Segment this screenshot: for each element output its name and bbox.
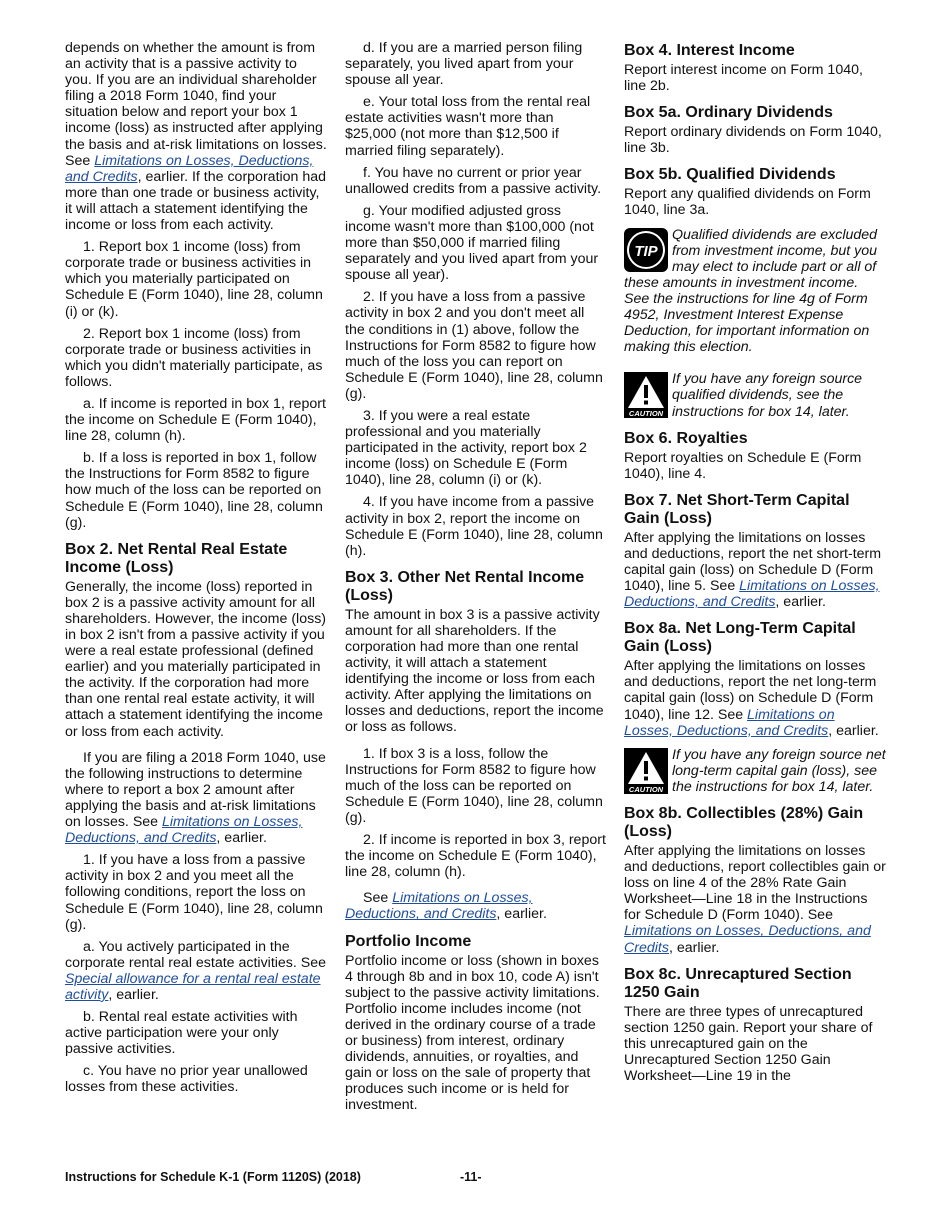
paragraph: Portfolio income or loss (shown in boxes 4 through 8b and in box 10, code A) isn't subject to the passive activity limitations. Portfolio income includes income (not derived in the ordinary course of a trade or business) from interest, ordinary dividends, annuities, or royalties, and gain or loss on the sale of property that produces such income or is held for investment. [345,952,600,1114]
list-item: 3. If you were a real estate professional and you materially participated in the activity, report box 2 income (loss) on Schedule E (Form 1040), line 28, column (i) or (k). [345,407,587,489]
link-limitations[interactable]: Limitations on Losses, Deductions, and Credits [624,923,871,956]
paragraph: After applying the limitations on losses and deductions, report the net long-term capital gain (loss) on Schedule D (Form 1040), line 12. See Limitations on Losses, Deductions, and Credits, earlier. [624,658,879,739]
paragraph: Report royalties on Schedule E (Form 1040), line 4. [624,449,862,482]
paragraph: Report any qualified dividends on Form 1040, line 3a. [624,186,871,219]
list-item: g. Your modified adjusted gross income wasn't more than $100,000 (not more than $50,000 if married filing separately and you lived apart from your spouse all year). [345,202,599,284]
list-item: b. Rental real estate activities with active participation were your only passive activities. [65,1009,298,1058]
list-item: 2. If you have a loss from a passive activity in box 2 and you don't meet all the conditions in (1) above, follow the Instructions for Form 8582 to figure how much of the loss you can report on Schedule E (Form 1040), line 28, column (g). [345,289,603,402]
paragraph: Generally, the income (loss) reported in box 2 is a passive activity amount for all shareholders. However, the income (loss) in box 2 isn't from a passive activity if you were a real estate professional (defined earlier) and you materially participated in the activity. If the corporation had more than one rental real estate activity, it will attach a statement identifying the income or loss from each activity. [65,578,327,740]
box2-heading: Box 2. Net Rental Real Estate Income (Loss) [65,540,288,576]
tip-note [624,227,886,356]
paragraph: After applying the limitations on losses and deductions, report the net short-term capital gain (loss) on Schedule D (Form 1040), line 5. See Limitations on Losses, Deductions, and Credits, earlier. [624,529,882,611]
box3-heading: Box 3. Other Net Rental Income (Loss) [345,568,585,604]
column-1 [65,40,327,1102]
column-2 [345,40,607,1119]
caution-icon [624,372,668,418]
portfolio-heading: Portfolio Income [345,932,472,950]
list-item: 2. Report box 1 income (loss) from corporate trade or business activities in which you didn't materially participate, as follows. [65,325,323,390]
list-item: a. You actively participated in the corporate rental real estate activities. See Special allowance for a rental real estate activity, earlier. [65,938,327,1003]
link-limitations[interactable]: Limitations on Losses, Deductions, and Credits [65,814,303,847]
tip-icon [624,228,668,272]
paragraph: Report ordinary dividends on Form 1040, line 3b. [624,124,882,157]
box8c-heading: Box 8c. Unrecaptured Section 1250 Gain [624,965,852,1001]
page-footer [65,1170,885,1184]
footer-title: Instructions for Schedule K-1 (Form 1120S) (2018) [65,1170,361,1184]
list-item: 4. If you have income from a passive activity in box 2, report the income on Schedule E (Form 1040), line 28, column (h). [345,494,603,559]
list-item: 2. If income is reported in box 3, report the income on Schedule E (Form 1040), line 28, column (h). [345,832,606,881]
column-3 [624,40,886,1090]
tip-label: TIP [634,242,658,260]
box4-heading: Box 4. Interest Income [624,42,795,59]
caution-label: CAUTION [628,409,664,419]
list-item: 1. If you have a loss from a passive activity in box 2 and you meet all the following conditions, report the loss on Schedule E (Form 1040), line 28, column (g). [65,852,323,933]
tip-text: Qualified dividends are excluded from investment income, but you may elect to include part or all of these amounts in investment income. See the instructions for line 4g of Form 4952, Investment Interest Expense Deduction, for important information on making this election. [624,226,878,356]
list-item: c. You have no prior year unallowed losses from these activities. [65,1063,308,1096]
link-limitations[interactable]: Limitations on Losses, Deductions, and Credits [624,706,835,739]
box8a-heading: Box 8a. Net Long-Term Capital Gain (Loss) [624,620,856,656]
box7-heading: Box 7. Net Short-Term Capital Gain (Loss) [624,491,850,527]
paragraph: After applying the limitations on losses and deductions, report collectibles gain or loss on line 4 of the 28% Rate Gain Worksheet—Line 18 in the Instructions for Schedule D (Form 1040). See Limitations on Losses, Deductions, and Credits, earlier. [624,843,886,956]
paragraph: The amount in box 3 is a passive activity amount for all shareholders. If the corporation had more than one rental activity, it will attach a statement identifying the income or loss from each activity. After applying the limitations on losses and deductions, report the income or loss as follows. [345,606,604,736]
paragraph: See Limitations on Losses, Deductions, and Credits, earlier. [345,890,547,923]
list-item: 1. Report box 1 income (loss) from corporate trade or business activities in which you materially participated on Schedule E (Form 1040), line 28, column (i) or (k). [65,239,323,320]
list-item: e. Your total loss from the rental real estate activities wasn't more than $25,000 (not more than $12,500 if married filing separately). [345,94,591,159]
list-item: a. If income is reported in box 1, report the income on Schedule E (Form 1040), line 28, column (h). [65,395,326,445]
paragraph: depends on whether the amount is from an activity that is a passive activity to you. If you are an individual shareholder filing a 2018 Form 1040, find your situation below and report your box 1 income (loss) as instructed after applying the basis and at-risk limitations on losses. See Limitations on Losses, Deductions, and Credits, earlier. If the corporation had more than one trade or business activity, it will attach a statement identifying the income or loss from each activity. [65,40,327,234]
caution-note [624,747,886,795]
link-limitations[interactable]: Limitations on Losses, Deductions, and Credits [345,890,533,923]
paragraph: If you are filing a 2018 Form 1040, use the following instructions to determine where to report a box 2 amount after applying the basis and at-risk limitations on losses. See Limitations on Losses, Deductions, and Credits, earlier. [65,749,326,847]
paragraph: There are three types of unrecaptured section 1250 gain. Report your share of this unrecaptured gain on the Unrecaptured Section 1250 Gain Worksheet—Line 19 in the [624,1003,873,1085]
box5b-heading: Box 5b. Qualified Dividends [624,166,836,184]
link-special-allowance[interactable]: Special allowance for a rental real estate activity [65,970,321,1003]
caution-text: If you have any foreign source net long-term capital gain (loss), see the instructions for box 14, later. [672,746,886,795]
box8b-heading: Box 8b. Collectibles (28%) Gain (Loss) [624,805,864,840]
list-item: b. If a loss is reported in box 1, follow the Instructions for Form 8582 to figure how much of the loss can be reported on Schedule E (Form 1040), line 28, column (g). [65,450,323,531]
box5a-heading: Box 5a. Ordinary Dividends [624,104,833,122]
caution-text: If you have any foreign source qualified dividends, see the instructions for box 14, later. [672,371,863,420]
list-item: 1. If box 3 is a loss, follow the Instructions for Form 8582 to figure how much of the loss can be reported on Schedule E (Form 1040), line 28, column (g). [345,745,603,826]
list-item: f. You have no current or prior year unallowed credits from a passive activity. [345,164,602,197]
link-limitations[interactable]: Limitations on Losses, Deductions, and Credits [65,152,314,185]
link-limitations[interactable]: Limitations on Losses, Deductions, and Credits [624,578,880,611]
page-number: -11- [460,1170,482,1184]
paragraph: Report interest income on Form 1040, line 2b. [624,62,863,95]
caution-icon [624,748,668,794]
caution-label: CAUTION [628,784,664,794]
box6-heading: Box 6. Royalties [624,429,748,447]
list-item: d. If you are a married person filing separately, you lived apart from your spouse all year. [345,40,583,89]
caution-note [624,371,886,419]
